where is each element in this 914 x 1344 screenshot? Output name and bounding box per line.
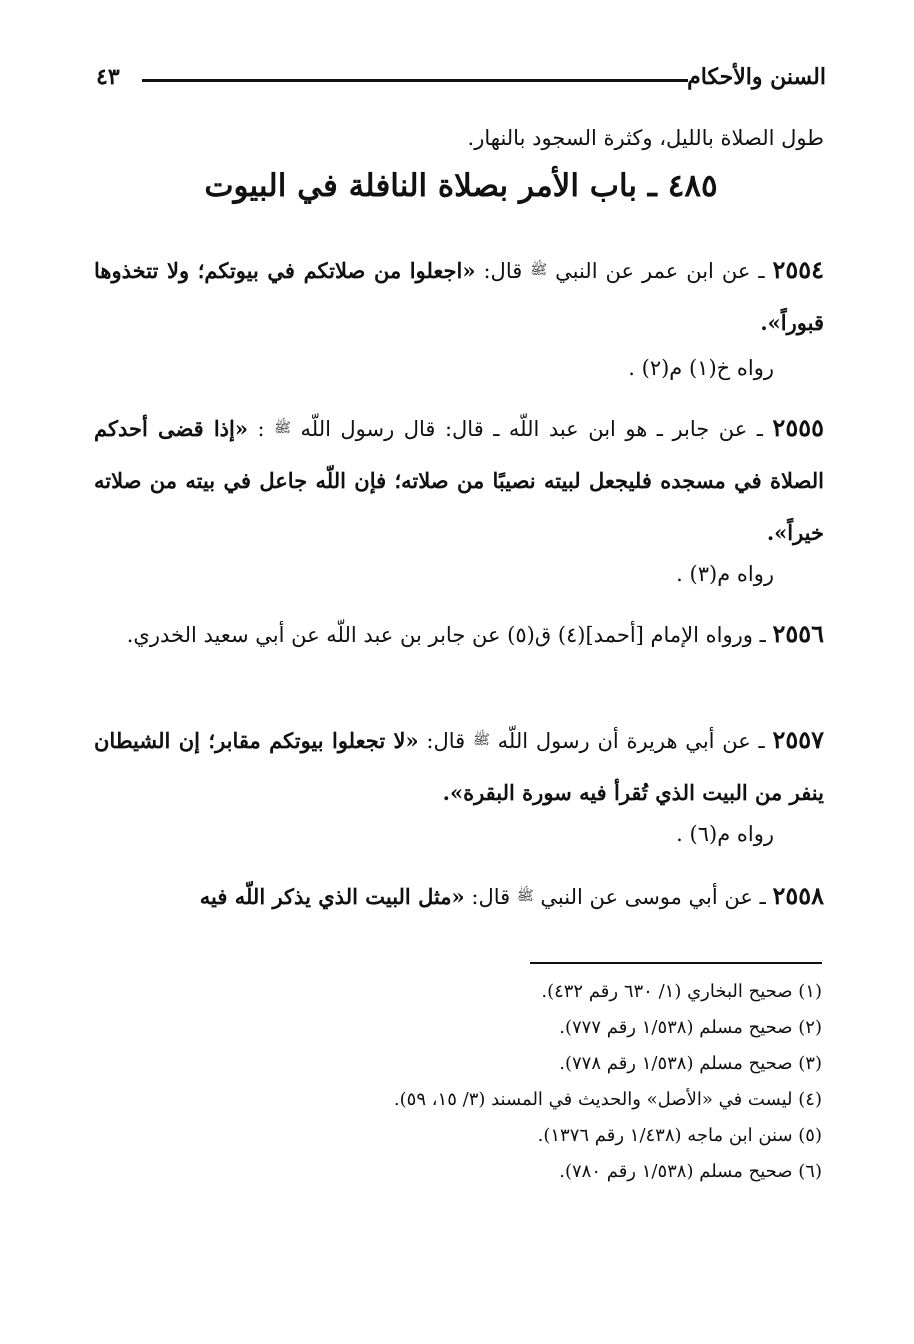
hadith-2558: [94, 870, 824, 923]
footnotes: [102, 974, 822, 1190]
hadith-2554: [94, 244, 824, 349]
page-number: ٤٣: [96, 64, 120, 90]
hadith-2557: [94, 714, 824, 819]
footnote-2: (٢) صحيح مسلم (١/٥٣٨ رقم ٧٧٧).: [559, 1017, 822, 1038]
riwaya-2555: رواه م(٣) .: [676, 562, 774, 586]
footnote-6: (٦) صحيح مسلم (١/٥٣٨ رقم ٧٨٠).: [559, 1161, 822, 1182]
chapter-title: ٤٨٥ ـ باب الأمر بصلاة النافلة في البيوت: [204, 168, 718, 204]
hadith-matn: «إذا قضى أحدكم الصلاة في مسجده فليجعل لبيته نصيبًا من صلاته؛ فإن اللّه جاعل في بيته من صلاته خيراً».: [94, 416, 824, 545]
hadith-qal: قال:: [464, 885, 517, 909]
hadith-lead: ـ عن أبي موسى عن النبي: [533, 885, 773, 909]
hadith-lead: ـ عن ابن عمر عن النبي: [547, 259, 773, 283]
hadith-matn: «مثل البيت الذي يذكر اللّه فيه: [199, 884, 465, 909]
intro-line: طول الصلاة بالليل، وكثرة السجود بالنهار.: [467, 126, 824, 150]
hadith-number: ٢٥٥٧: [772, 725, 824, 754]
hadith-number: ٢٥٥٤: [772, 255, 825, 284]
hadith-qal: قال:: [475, 259, 531, 283]
hadith-lead: ـ عن أبي هريرة أن رسول اللّه: [489, 729, 773, 753]
footnote-4: (٤) ليست في «الأصل» والحديث في المسند (٣/ ١٥، ٥٩).: [393, 1089, 822, 1110]
riwaya-2557: رواه م(٦) .: [676, 822, 774, 846]
footnote-3: (٣) صحيح مسلم (١/٥٣٨ رقم ٧٧٨).: [559, 1053, 822, 1074]
hadith-qal: :: [247, 417, 275, 441]
salla-glyph: ﷺ: [274, 420, 291, 436]
hadith-number: ٢٥٥٥: [772, 413, 824, 442]
footnote-5: (٥) سنن ابن ماجه (١/٤٣٨ رقم ١٣٧٦).: [537, 1125, 822, 1146]
hadith-number: ٢٥٥٨: [772, 881, 824, 910]
running-title: السنن والأحكام: [687, 64, 826, 90]
footnote-rule: [530, 962, 822, 964]
hadith-matn: «لا تجعلوا بيوتكم مقابر؛ إن الشيطان ينفر من البيت الذي تُقرأ فيه سورة البقرة».: [94, 728, 824, 805]
riwaya-2554: رواه خ(١) م(٢) .: [628, 356, 774, 380]
hadith-number: ٢٥٥٦: [772, 619, 824, 648]
header-rule: [142, 79, 688, 82]
running-header: [96, 62, 826, 98]
hadith-qal: قال:: [418, 729, 473, 753]
salla-glyph: ﷺ: [530, 262, 548, 278]
hadith-lead: ـ عن جابر ـ هو ابن عبد اللّه ـ قال: قال رسول اللّه: [290, 417, 773, 441]
hadith-lead: ـ ورواه الإمام [أحمد](٤) ق(٥) عن جابر بن عبد اللّه عن أبي سعيد الخدري.: [126, 623, 773, 647]
footnote-1: (١) صحيح البخاري (١/ ٦٣٠ رقم ٤٣٢).: [541, 981, 822, 1002]
hadith-2556: [94, 608, 824, 661]
salla-glyph: ﷺ: [472, 732, 490, 748]
hadith-matn: «اجعلوا من صلاتكم في بيوتكم؛ ولا تتخذوها قبوراً».: [94, 258, 824, 335]
hadith-2555: [94, 402, 824, 559]
salla-glyph: ﷺ: [516, 888, 534, 904]
